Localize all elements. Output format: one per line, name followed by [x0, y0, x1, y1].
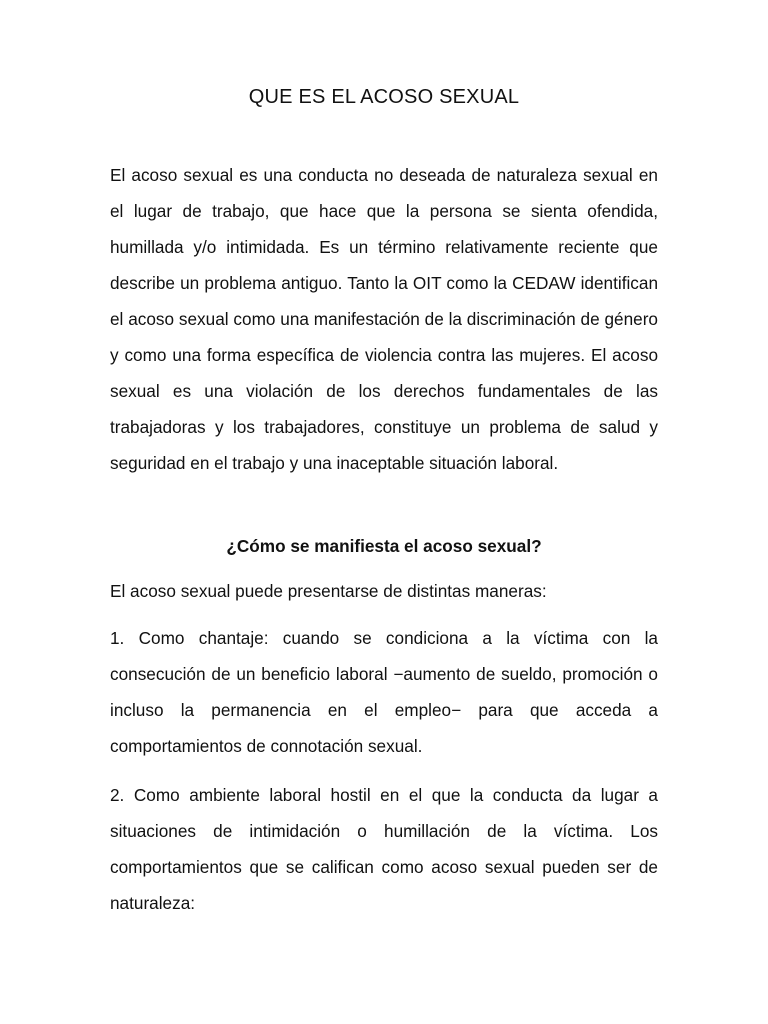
page-title: QUE ES EL ACOSO SEXUAL — [248, 86, 520, 108]
intro-paragraph: El acoso sexual es una conducta no deseada de naturaleza sexual en el lugar de trabajo, que hace que la persona se sienta ofendida, humillada y/o intimidada. Es un término relativamente reciente que describe un problema antiguo. Tanto la OIT como la CEDAW identifican el acoso sexual como una manifestación de la discriminación de género y como una forma específica de violencia contra las mujeres. El acoso sexual es una violación de los derechos fundamentales de las trabajadoras y los trabajadores, constituye un problema de salud y seguridad en el trabajo y una inaceptable situación laboral. — [110, 165, 658, 473]
list-intro-paragraph: El acoso sexual puede presentarse de distintas maneras: — [110, 581, 547, 601]
list-item-hostile-environment: 2. Como ambiente laboral hostil en el que la conducta da lugar a situaciones de intimidación o humillación de la víctima. Los comportamientos que se califican como acoso sexual pueden ser de naturaleza: — [110, 785, 658, 913]
section-heading: ¿Cómo se manifiesta el acoso sexual? — [226, 536, 542, 556]
list-item-blackmail: 1. Como chantaje: cuando se condiciona a la víctima con la consecución de un beneficio laboral −aumento de sueldo, promoción o incluso la permanencia en el empleo− para que acceda a comportamientos de connotación sexual. — [110, 628, 658, 756]
